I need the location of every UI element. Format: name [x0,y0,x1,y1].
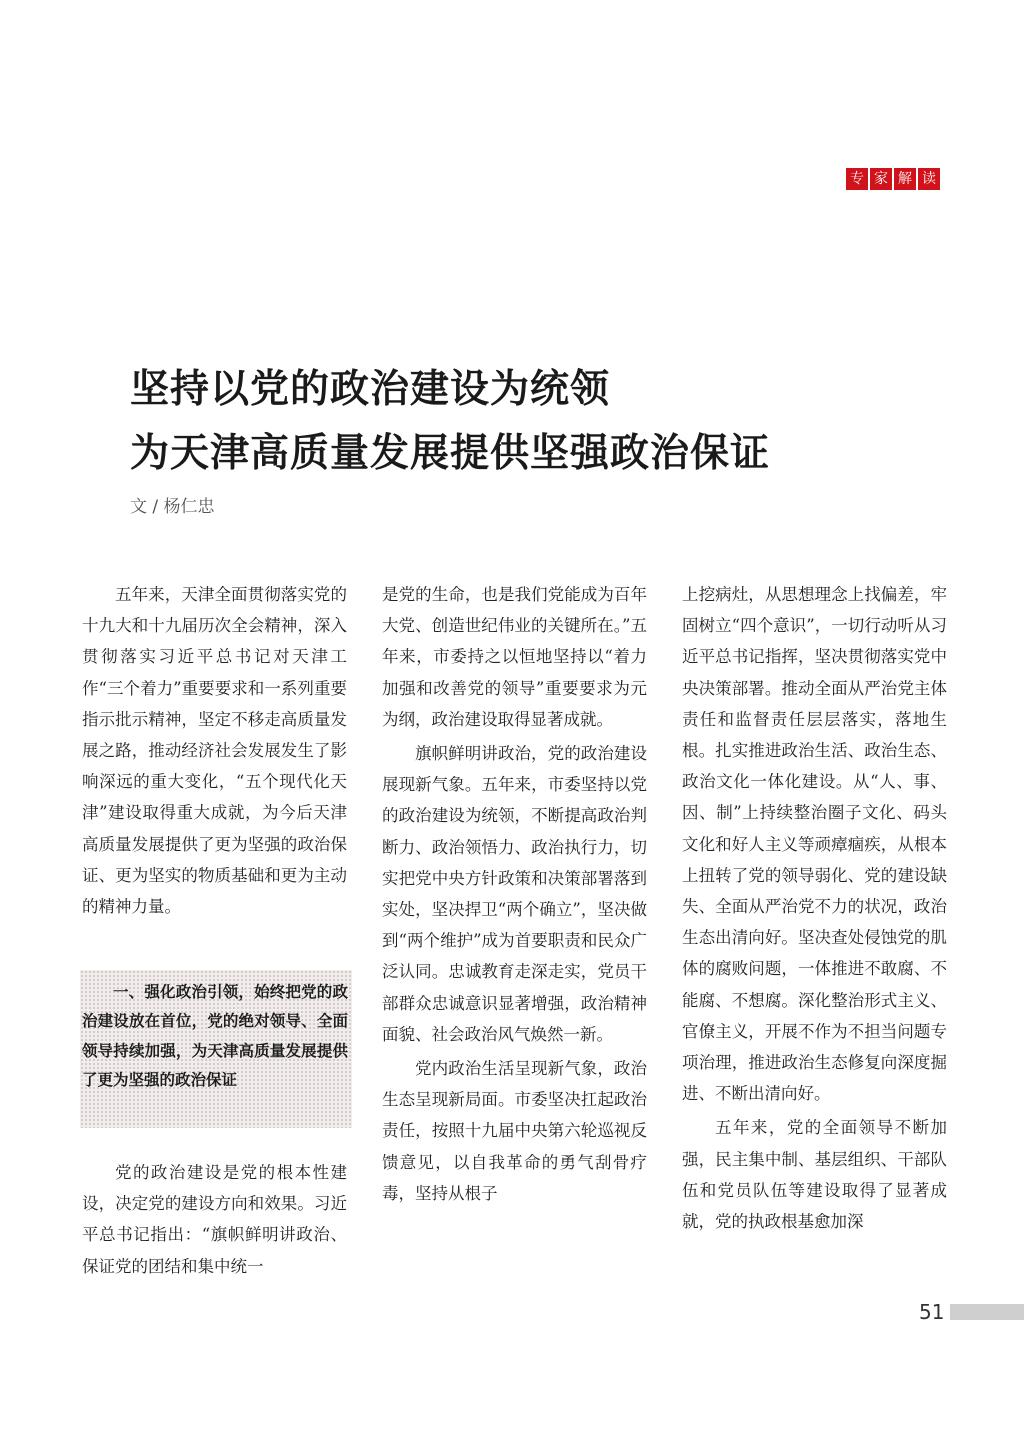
paragraph: 党的政治建设是党的根本性建设，决定党的建设方向和效果。习近平总书记指出：“旗帜鲜明讲政治、保证党的团结和集中统一 [82,1163,347,1276]
paragraph: 上挖病灶，从思想理念上找偏差，牢固树立“四个意识”，一切行动听从习近平总书记指挥，坚决贯彻落实党中央决策部署。推动全面从严治党主体责任和监督责任层层落实，落地生根。扎实推进政治生活、政治生态、政治文化一体化建设。从“人、事、因、制”上持续整治圈子文化、码头文化和好人主义等顽瘴痼疾，从根本上扭转了党的领导弱化、党的建设缺失、全面从严治党不力的状况，政治生态出清向好。坚决查处侵蚀党的肌体的腐败问题，一体推进不敢腐、不能腐、不想腐。深化整治形式主义、官僚主义，开展不作为不担当问题专项治理，推进政治生态修复向深度掘进、不断出清向好。 [682,585,947,1104]
section-tag-char: 读 [918,168,940,190]
title-line-1: 坚持以党的政治建设为统领 [130,367,611,412]
column-3 [682,579,947,1237]
page-number-bar [950,1304,1024,1320]
column-2 [382,579,647,1209]
paragraph: 党内政治生活呈现新气象，政治生态呈现新局面。市委坚决扛起政治责任，按照十九届中央第六轮巡视反馈意见，以自我革命的勇气刮骨疗毒，坚持从根子 [382,1059,647,1203]
paragraph-intro: 五年来，天津全面贯彻落实党的十九大和十九届历次全会精神，深入贯彻落实习近平总书记对天津工作“三个着力”重要要求和一系列重要指示批示精神，坚定不移走高质量发展之路，推动经济社会发展发生了影响深远的重大变化，“五个现代化天津”建设取得重大成就，为今后天津高质量发展提供了更为坚强的政治保证、更为坚实的物质基础和更为主动的精神力量。 [82,585,347,917]
section-heading-box [80,970,352,1128]
column-1 [82,579,347,922]
title-line-2: 为天津高质量发展提供坚强政治保证 [130,431,771,476]
section-heading: 一、强化政治引领，始终把党的政治建设放在首位，党的绝对领导、全面领导持续加强，为天津高质量发展提供了更为坚强的政治保证 [82,983,348,1090]
section-tag-char: 家 [870,168,892,190]
article-title [130,358,770,486]
column-1-continued [82,1157,347,1282]
paragraph: 是党的生命，也是我们党能成为百年大党、创造世纪伟业的关键所在。”五年来，市委持之以恒地坚持以“着力加强和改善党的领导”重要要求为元为纲，政治建设取得显著成就。 [382,585,647,729]
section-tag [846,168,940,190]
author-byline: 文 / 杨仁忠 [130,497,215,517]
paragraph: 五年来，党的全面领导不断加强，民主集中制、基层组织、干部队伍和党员队伍等建设取得了显著成就，党的执政根基愈加深 [682,1118,947,1232]
page-number: 51 [919,1300,945,1324]
section-tag-char: 专 [846,168,868,190]
section-tag-char: 解 [894,168,916,190]
paragraph: 旗帜鲜明讲政治，党的政治建设展现新气象。五年来，市委坚持以党的政治建设为统领，不断提高政治判断力、政治领悟力、政治执行力，切实把党中央方针政策和决策部署落到实处，坚决捍卫“两个确立”，坚决做到“两个维护”成为首要职责和民众广泛认同。忠诚教育走深走实，党员干部群众忠诚意识显著增强，政治精神面貌、社会政治风气焕然一新。 [382,744,647,1044]
